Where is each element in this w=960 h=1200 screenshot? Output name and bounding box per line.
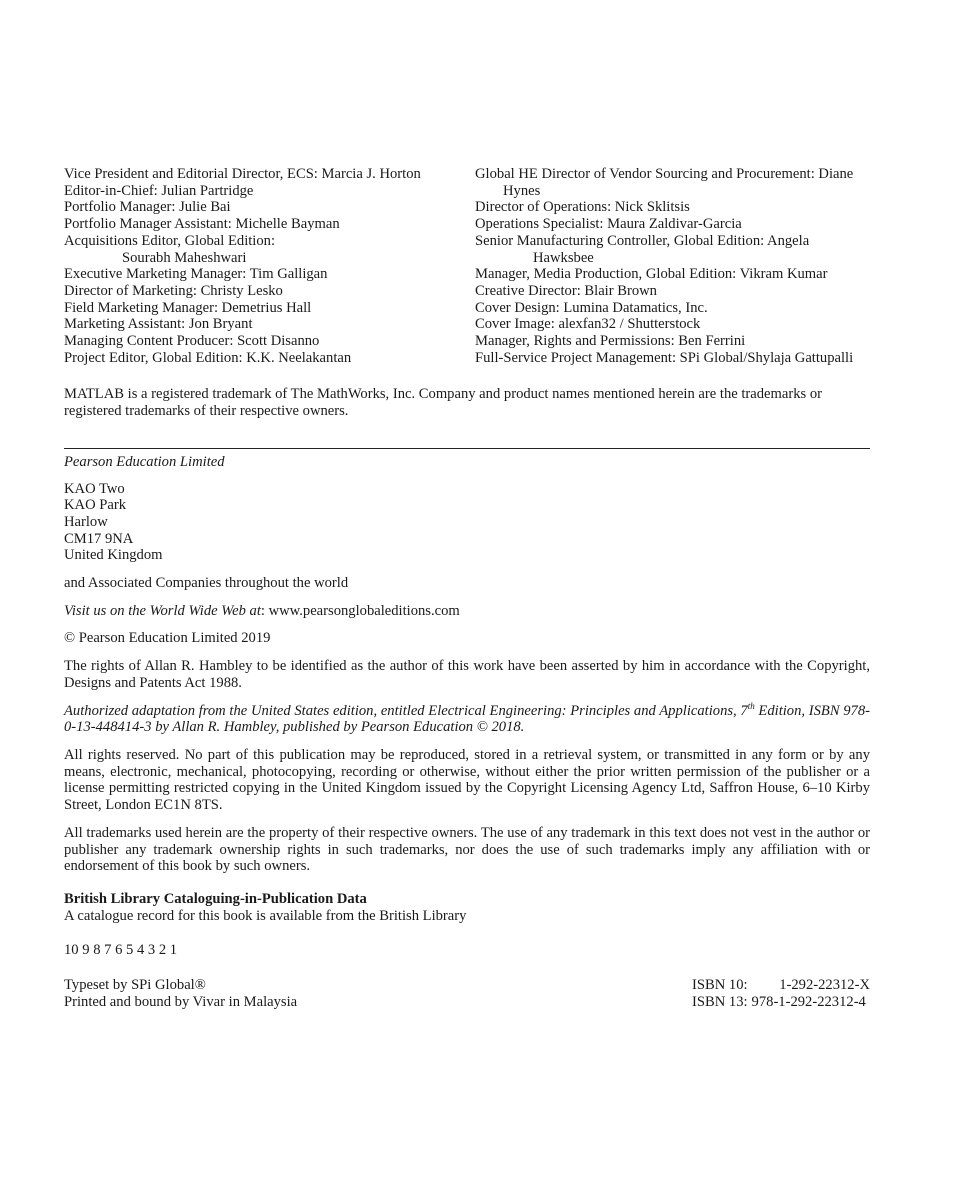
author-rights: The rights of Allan R. Hambley to be identified as the author of this work have been asserted by him in accordance with the Copyright, Designs and Patents Act 1988. xyxy=(64,658,870,691)
credit-entry: Director of Operations: Nick Sklitsis xyxy=(475,199,690,216)
website-label: Visit us on the World Wide Web at xyxy=(64,602,261,619)
credit-entry: Marketing Assistant: Jon Bryant xyxy=(64,316,253,333)
credit-entry: Field Marketing Manager: Demetrius Hall xyxy=(64,299,312,316)
adaptation-text: Edition, ISBN 978-0-13-448414-3 by Allan R. Hambley, published by Pearson Education © 2018. xyxy=(64,702,871,736)
all-rights-reserved: All rights reserved. No part of this publication may be reproduced, stored in a retrieval system, or transmitted in any form or by any means, electronic, mechanical, photocopying, recording or otherwise, without either the prior written permission of the publisher or a license permitting restricted copying in the United Kingdom issued by the Copyright Licensing Agency Ltd, Saffron House, 6–10 Kirby Street, London EC1N 8TS. xyxy=(64,746,870,814)
production-credits xyxy=(64,977,297,1010)
address-line: Harlow xyxy=(64,513,108,530)
credit-entry: Executive Marketing Manager: Tim Galligan xyxy=(64,266,328,283)
isbn-10-value: 1-292-22312-X xyxy=(779,977,870,994)
isbn-block xyxy=(692,977,870,1010)
credit-entry: Editor-in-Chief: Julian Partridge xyxy=(64,182,254,199)
colophon-footer xyxy=(64,977,870,1010)
isbn-13 xyxy=(692,994,870,1011)
credit-entry: Acquisitions Editor, Global Edition: xyxy=(64,232,276,249)
credit-entry: Managing Content Producer: Scott Disanno xyxy=(64,333,320,350)
credit-entry: Global HE Director of Vendor Sourcing and Procurement: Diane Hynes xyxy=(475,166,854,199)
address-line: United Kingdom xyxy=(64,547,163,564)
credit-entry: Cover Design: Lumina Datamatics, Inc. xyxy=(475,299,708,316)
printed-by: Printed and bound by Vivar in Malaysia xyxy=(64,993,298,1010)
adaptation-superscript: th xyxy=(747,700,755,711)
address-line: KAO Two xyxy=(64,480,125,497)
credit-entry: Full-Service Project Management: SPi Global/Shylaja Gattupalli xyxy=(475,349,854,366)
credits-left-column xyxy=(64,166,464,366)
website-line xyxy=(64,603,870,620)
section-divider xyxy=(64,448,870,449)
credit-entry: Portfolio Manager Assistant: Michelle Bayman xyxy=(64,216,340,233)
website-url[interactable]: : www.pearsonglobaleditions.com xyxy=(260,602,460,619)
adaptation-notice xyxy=(64,700,871,736)
isbn-10 xyxy=(692,977,870,994)
credit-entry-continued: Sourabh Maheshwari xyxy=(122,249,247,266)
isbn-13-label: ISBN 13: xyxy=(692,993,748,1010)
credit-entry: Project Editor, Global Edition: K.K. Neelakantan xyxy=(64,349,352,366)
credit-entry: Vice President and Editorial Director, ECS: Marcia J. Horton xyxy=(64,166,421,182)
cip-text: A catalogue record for this book is available from the British Library xyxy=(64,907,467,924)
staff-credits xyxy=(64,166,870,366)
matlab-trademark-notice: MATLAB is a registered trademark of The MathWorks, Inc. Company and product names mentioned herein are the trademarks or registered trademarks of their respective owners. xyxy=(64,386,823,420)
credit-entry: Operations Specialist: Maura Zaldivar-Garcia xyxy=(475,216,742,233)
publisher-name: Pearson Education Limited xyxy=(64,453,225,470)
credit-entry: Creative Director: Blair Brown xyxy=(475,282,657,299)
publisher-address xyxy=(64,481,870,565)
address-line: KAO Park xyxy=(64,497,127,514)
cip-heading: British Library Cataloguing-in-Publication Data xyxy=(64,890,367,907)
copyright-page xyxy=(64,166,870,1010)
trademarks-statement: All trademarks used herein are the property of their respective owners. The use of any trademark in this text does not vest in the author or publisher any trademark ownership rights in such trademarks, nor does the use of such trademarks imply any affiliation with or endorsement of this book by such owners. xyxy=(64,824,870,875)
print-line: 10 9 8 7 6 5 4 3 2 1 xyxy=(64,942,178,959)
credits-right-column xyxy=(475,166,870,366)
credit-entry: Cover Image: alexfan32 / Shutterstock xyxy=(475,316,701,333)
isbn-13-value: 978-1-292-22312-4 xyxy=(751,993,866,1010)
credit-entry: Manager, Rights and Permissions: Ben Ferrini xyxy=(475,333,746,350)
credit-entry: Manager, Media Production, Global Edition: Vikram Kumar xyxy=(475,266,828,283)
associated-companies: and Associated Companies throughout the world xyxy=(64,575,349,592)
credit-entry: Director of Marketing: Christy Lesko xyxy=(64,282,283,299)
cip-data xyxy=(64,891,870,924)
isbn-10-label: ISBN 10: xyxy=(692,977,748,994)
address-line: CM17 9NA xyxy=(64,530,134,547)
adaptation-text: Authorized adaptation from the United States edition, entitled Electrical Engineering: Principles and Applications, 7 xyxy=(64,702,748,719)
copyright-line: © Pearson Education Limited 2019 xyxy=(64,630,271,647)
credit-entry: Senior Manufacturing Controller, Global Edition: Angela Hawksbee xyxy=(475,232,810,266)
typeset-by: Typeset by SPi Global® xyxy=(64,977,206,994)
credit-entry: Portfolio Manager: Julie Bai xyxy=(64,199,231,216)
